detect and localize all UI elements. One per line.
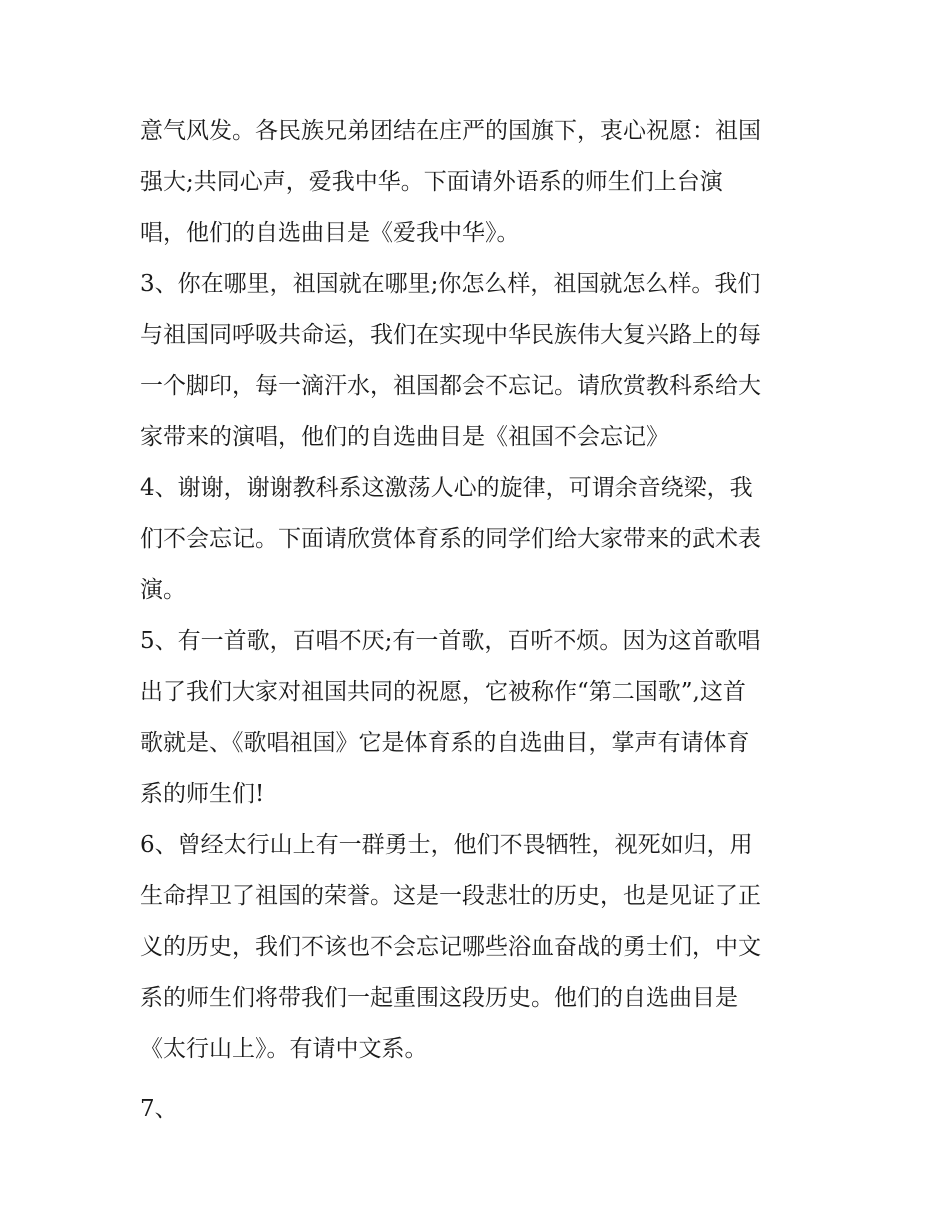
paragraph-gap xyxy=(140,1075,820,1084)
text-line: 生命捍卫了祖国的荣誉。这是一段悲壮的历史，也是见证了正 xyxy=(140,883,761,909)
text-line: 们不会忘记。下面请欣赏体育系的同学们给大家带来的武术表 xyxy=(140,526,761,552)
text-line: 系的师生们将带我们一起重围这段历史。他们的自选曲目是 xyxy=(140,985,738,1011)
text-line: 一个脚印，每一滴汗水，祖国都会不忘记。请欣赏教科系给大 xyxy=(140,373,761,399)
text-line: 《太行山上》。有请中文系。 xyxy=(140,1036,428,1062)
text-line: 系的师生们! xyxy=(140,781,265,807)
text-line: 义的历史，我们不该也不会忘记哪些浴血奋战的勇士们，中文 xyxy=(140,934,761,960)
text-line: 意气风发。各民族兄弟团结在庄严的国旗下，衷心祝愿：祖国 xyxy=(140,118,761,144)
document-body xyxy=(140,106,820,1135)
text-line: 演。 xyxy=(140,577,186,603)
text-line: 4、谢谢，谢谢教科系这激荡人心的旋律，可谓余音绕梁，我 xyxy=(140,475,753,501)
text-line: 强大;共同心声，爱我中华。下面请外语系的师生们上台演 xyxy=(140,169,723,195)
text-line: 6、曾经太行山上有一群勇士，他们不畏牺牲，视死如归，用 xyxy=(140,832,753,858)
text-line: 出了我们大家对祖国共同的祝愿，它被称作“第二国歌”,这首 xyxy=(140,679,746,705)
text-line: 3、你在哪里，祖国就在哪里;你怎么样，祖国就怎么样。我们 xyxy=(140,271,761,297)
text-line: 与祖国同呼吸共命运，我们在实现中华民族伟大复兴路上的每 xyxy=(140,322,761,348)
text-line: 7、 xyxy=(140,1096,178,1122)
text-line: 唱，他们的自选曲目是《爱我中华》。 xyxy=(140,220,520,246)
text-line: 歌就是、《歌唱祖国》它是体育系的自选曲目，掌声有请体育 xyxy=(140,730,750,756)
text-line: 5、有一首歌，百唱不厌;有一首歌，百听不烦。因为这首歌唱 xyxy=(140,628,761,654)
text-line: 家带来的演唱，他们的自选曲目是《祖国不会忘记》 xyxy=(140,424,669,450)
